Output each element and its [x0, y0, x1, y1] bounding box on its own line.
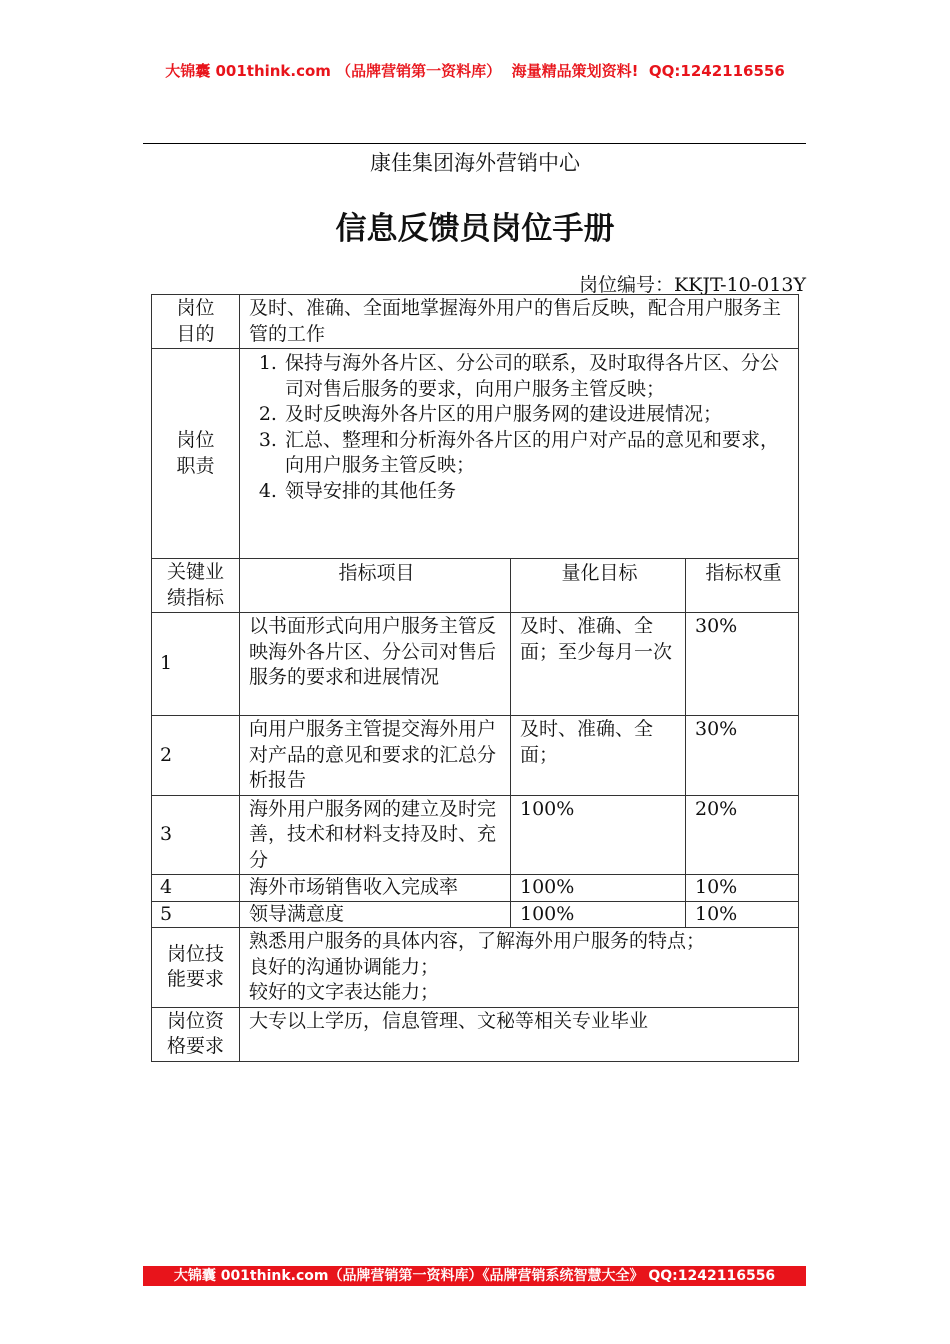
skills-cell — [240, 928, 799, 1008]
kpi-item: 向用户服务主管提交海外用户对产品的意见和要求的汇总分析报告 — [240, 716, 511, 796]
purpose-text: 及时、准确、全面地掌握海外用户的售后反映，配合用户服务主管的工作 — [240, 295, 799, 349]
duties-cell — [240, 349, 799, 559]
duties-list — [249, 351, 792, 504]
skills-row — [152, 928, 799, 1008]
job-table — [151, 294, 799, 1062]
duty-item: 2. 及时反映海外各片区的用户服务网的建设进展情况； — [283, 402, 792, 428]
top-rule — [143, 143, 806, 144]
kpi-item: 领导满意度 — [240, 901, 511, 928]
purpose-label: 岗位目的 — [152, 295, 240, 349]
duty-item: 3. 汇总、整理和分析海外各片区的用户对产品的意见和要求，向用户服务主管反映； — [283, 428, 792, 479]
header-banner: 大锦囊 001think.com （品牌营销第一资料库） 海量精品策划资料! QQ:1242116556 — [165, 62, 785, 80]
kpi-weight: 10% — [686, 901, 799, 928]
duty-item: 4. 领导安排的其他任务 — [283, 479, 792, 505]
kpi-weight: 20% — [686, 795, 799, 875]
duties-label: 岗位职责 — [152, 349, 240, 559]
skills-label: 岗位技能要求 — [152, 928, 240, 1008]
kpi-no: 5 — [152, 901, 240, 928]
kpi-target: 100% — [511, 901, 686, 928]
position-code: 岗位编号：KKJT-10-013Y — [578, 274, 806, 296]
qualification-text: 大专以上学历，信息管理、文秘等相关专业毕业 — [240, 1007, 799, 1061]
kpi-header-row — [152, 559, 799, 613]
purpose-row — [152, 295, 799, 349]
org-name: 康佳集团海外营销中心 — [370, 151, 580, 175]
skill-line: 熟悉用户服务的具体内容，了解海外用户服务的特点； — [249, 930, 706, 952]
qualification-row — [152, 1007, 799, 1061]
kpi-row — [152, 716, 799, 796]
duty-item: 1. 保持与海外各片区、分公司的联系，及时取得各片区、分公司对售后服务的要求，向用户服务主管反映； — [283, 351, 792, 402]
kpi-no: 4 — [152, 875, 240, 902]
kpi-target: 及时、准确、全面；至少每月一次 — [511, 613, 686, 716]
kpi-target: 100% — [511, 795, 686, 875]
kpi-no: 1 — [152, 613, 240, 716]
duties-row — [152, 349, 799, 559]
kpi-header-target: 量化目标 — [511, 559, 686, 613]
kpi-no: 2 — [152, 716, 240, 796]
kpi-header-item: 指标项目 — [240, 559, 511, 613]
skill-line: 良好的沟通协调能力； — [249, 955, 440, 978]
qualification-label: 岗位资格要求 — [152, 1007, 240, 1061]
kpi-weight: 30% — [686, 613, 799, 716]
kpi-item: 以书面形式向用户服务主管反映海外各片区、分公司对售后服务的要求和进展情况 — [240, 613, 511, 716]
kpi-row — [152, 901, 799, 928]
kpi-item: 海外用户服务网的建立及时完善，技术和材料支持及时、充分 — [240, 795, 511, 875]
skill-line: 较好的文字表达能力； — [249, 981, 440, 1003]
kpi-weight: 30% — [686, 716, 799, 796]
kpi-item: 海外市场销售收入完成率 — [240, 875, 511, 902]
page-title: 信息反馈员岗位手册 — [335, 211, 615, 247]
kpi-row — [152, 795, 799, 875]
footer-banner: 大锦囊 001think.com（品牌营销第一资料库）《品牌营销系统智慧大全》 QQ:1242116556 — [143, 1266, 806, 1286]
kpi-row — [152, 613, 799, 716]
kpi-weight: 10% — [686, 875, 799, 902]
kpi-no: 3 — [152, 795, 240, 875]
kpi-target: 及时、准确、全面； — [511, 716, 686, 796]
kpi-target: 100% — [511, 875, 686, 902]
kpi-row — [152, 875, 799, 902]
kpi-header-weight: 指标权重 — [686, 559, 799, 613]
kpi-label: 关键业绩指标 — [152, 559, 240, 613]
